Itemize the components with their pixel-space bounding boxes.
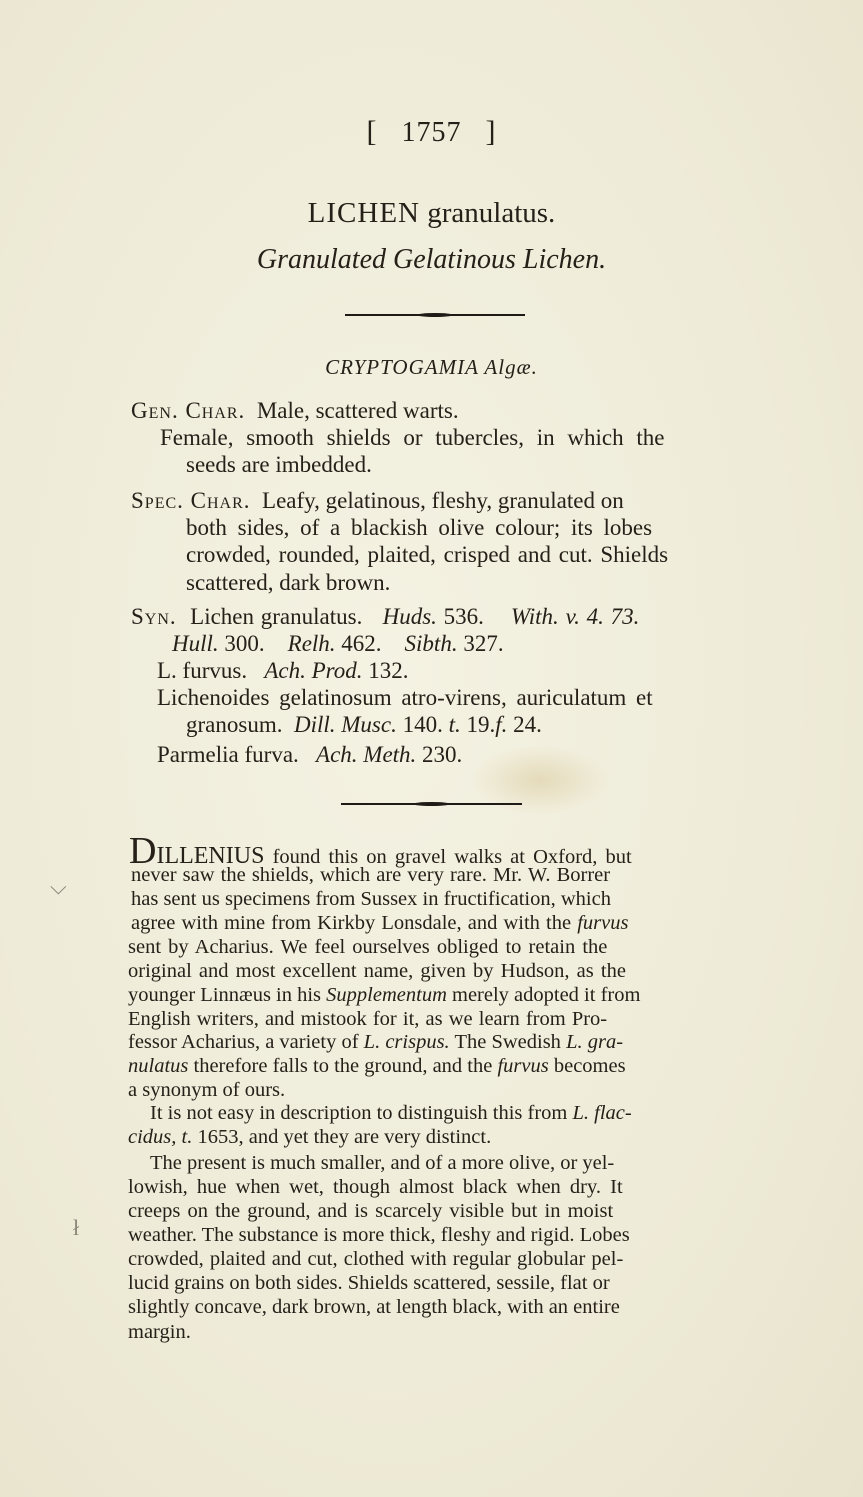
syn-num: 462. xyxy=(341,631,382,656)
syn-num: 327. xyxy=(463,631,504,656)
syn-ref: Dill. Musc. xyxy=(293,712,397,737)
p3-line-2: lowish, hue when wet, though almost black when dry. It xyxy=(128,1176,623,1198)
p1-italic: furvus xyxy=(577,912,629,934)
syn-text: L. furvus. xyxy=(157,658,248,683)
syn-num: 19. xyxy=(466,712,496,737)
spec-char-line-2: both sides, of a blackish olive colour; its lobes xyxy=(186,515,653,540)
p2-italic: cidus, t. xyxy=(128,1126,193,1148)
p1-line-10 xyxy=(128,1055,626,1078)
p1-text: younger Linnæus in his xyxy=(128,984,322,1006)
syn-num: 300. xyxy=(224,631,265,656)
syn-text: Parmelia furva. xyxy=(157,742,299,767)
syn-line-5 xyxy=(186,712,542,738)
p1-text: becomes xyxy=(553,1055,626,1077)
order-name: Algæ. xyxy=(484,355,538,379)
syn-ref: t. xyxy=(448,712,461,737)
spec-char-line-1 xyxy=(131,488,624,514)
gen-char-line-2: Female, smooth shields or tubercles, in which the xyxy=(160,425,665,450)
syn-ref: Huds. xyxy=(382,604,437,629)
p1-italic: nulatus xyxy=(128,1055,189,1077)
syn-line-1 xyxy=(131,604,639,630)
p1-text: fessor Acharius, a variety of xyxy=(128,1031,359,1053)
p3-line-3: creeps on the ground, and is scarcely visible but in moist xyxy=(128,1200,614,1222)
p1-italic: L. crispus. xyxy=(363,1031,450,1053)
species-name: granulatus. xyxy=(427,197,556,229)
p1-text: found this on gravel walks at Oxford, but xyxy=(272,846,632,868)
p2-text: 1653, and yet they are very distinct. xyxy=(197,1126,492,1148)
syn-label: Syn. xyxy=(131,604,177,629)
class-name: CRYPTOGAMIA xyxy=(325,355,479,379)
classification xyxy=(0,355,863,380)
syn-ref: Relh. xyxy=(287,631,336,656)
p1-italic: Supplementum xyxy=(326,984,447,1006)
p1-line-11: a synonym of ours. xyxy=(128,1079,286,1101)
p2-line-2 xyxy=(128,1126,491,1149)
p1-line-8: English writers, and mistook for it, as we learn from Pro- xyxy=(128,1008,608,1030)
p1-text: The Swedish xyxy=(454,1031,561,1053)
p1-line-3: has sent us specimens from Sussex in fructification, which xyxy=(131,888,611,910)
page-title xyxy=(0,197,863,230)
divider-top xyxy=(345,314,525,316)
p1-text: agree with mine from Kirkby Lonsdale, and with the xyxy=(131,912,572,934)
syn-num: 132. xyxy=(368,658,409,683)
syn-ref: With. xyxy=(510,604,559,629)
syn-num: 140. xyxy=(402,712,443,737)
p1-line-6: original and most excellent name, given by Hudson, as the xyxy=(128,960,626,982)
p1-italic: L. gra- xyxy=(566,1031,624,1053)
p1-text: merely adopted it from xyxy=(452,984,641,1006)
p2-text: It is not easy in description to distinguish this from xyxy=(150,1102,568,1124)
spec-char-text: Leafy, gelatinous, fleshy, granulated on xyxy=(262,488,624,513)
divider-bottom xyxy=(341,803,522,805)
page-number-value: 1757 xyxy=(401,117,462,148)
pencil-mark-icon: ⌵ xyxy=(50,874,67,899)
p2-italic: L. flac- xyxy=(572,1102,632,1124)
syn-text: granosum. xyxy=(186,712,283,737)
author-name: ILLENIUS xyxy=(156,843,265,869)
p1-italic: furvus xyxy=(497,1055,549,1077)
syn-line-3 xyxy=(157,658,408,684)
syn-text: Lichen granulatus. xyxy=(190,604,363,629)
spec-char-line-4: scattered, dark brown. xyxy=(186,570,391,595)
p2-line-1 xyxy=(150,1102,632,1125)
syn-ref: f. xyxy=(495,712,508,737)
p3-line-6: lucid grains on both sides. Shields scattered, sessile, flat or xyxy=(128,1272,610,1294)
syn-num: 536. xyxy=(443,604,484,629)
p1-line-4 xyxy=(131,912,628,935)
p1-text: therefore falls to the ground, and the xyxy=(193,1055,493,1077)
genus-name: LICHEN xyxy=(307,197,420,229)
p3-line-1: The present is much smaller, and of a more olive, or yel- xyxy=(150,1152,615,1174)
p1-line-7 xyxy=(128,984,640,1007)
gen-char-line-1 xyxy=(131,398,459,424)
common-name: Granulated Gelatinous Lichen. xyxy=(256,244,607,275)
page-number: [ 1757 ] xyxy=(366,115,497,148)
p3-line-7: slightly concave, dark brown, at length black, with an entire xyxy=(128,1296,620,1318)
syn-line-4: Lichenoides gelatinosum atro-virens, auriculatum et xyxy=(157,685,653,710)
p3-line-8: margin. xyxy=(128,1321,191,1343)
p3-line-5: crowded, plaited and cut, clothed with regular globular pel- xyxy=(128,1248,624,1270)
p1-line-9 xyxy=(128,1031,623,1054)
p1-line-2: never saw the shields, which are very rare. Mr. W. Borrer xyxy=(131,864,611,886)
gen-char-line-3: seeds are imbedded. xyxy=(186,452,372,477)
syn-ref: Hull. xyxy=(172,631,219,656)
spec-char-label: Spec. Char. xyxy=(131,488,251,513)
spec-char-line-3: crowded, rounded, plaited, crisped and cut. Shields xyxy=(186,542,669,567)
gen-char-label: Gen. Char. xyxy=(131,398,246,423)
p3-line-4: weather. The substance is more thick, fleshy and rigid. Lobes xyxy=(128,1224,630,1246)
pencil-mark-icon: ł xyxy=(73,1215,80,1240)
syn-num: v. 4. 73. xyxy=(565,604,640,629)
syn-ref: Ach. Meth. xyxy=(316,742,417,767)
p1-line-5: sent by Acharius. We feel ourselves obliged to retain the xyxy=(128,936,608,958)
drop-cap: D xyxy=(129,830,157,872)
syn-line-2 xyxy=(172,631,504,657)
syn-ref: Ach. Prod. xyxy=(264,658,363,683)
syn-num: 230. xyxy=(422,742,463,767)
syn-ref: Sibth. xyxy=(404,631,458,656)
gen-char-text: Male, scattered warts. xyxy=(256,398,459,423)
syn-line-6 xyxy=(157,742,462,768)
syn-num: 24. xyxy=(513,712,542,737)
